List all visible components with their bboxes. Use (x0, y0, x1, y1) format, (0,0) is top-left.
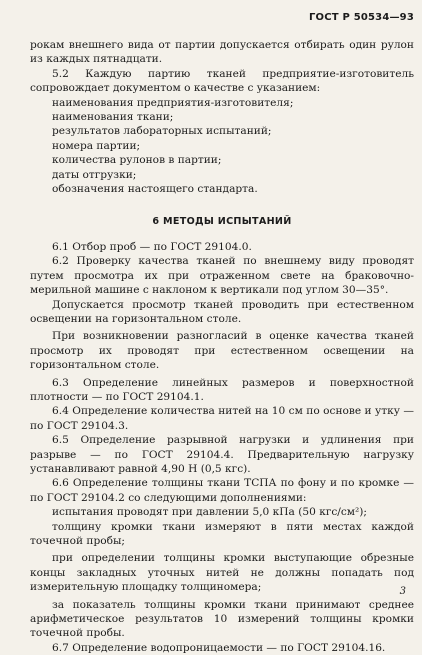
paragraph-6-6-ends: при определении толщины кромки выступающие обрезные концы закладных уточных нитей не должны попадать под измерительную площадку толщиномера; (30, 552, 414, 594)
paragraph-6-1: 6.1 Отбор проб — по ГОСТ 29104.0. (52, 240, 252, 253)
quality-document-list (30, 96, 414, 197)
list-item: номера партии; (52, 139, 141, 152)
list-item: наименования ткани; (52, 111, 174, 124)
paragraph-6-5: 6.5 Определение разрывной нагрузки и удлинения при разрыве — по ГОСТ 29104.4. Предварительную нагрузку устанавливают равной 4,90 Н (0,5 кгс). (30, 434, 414, 475)
list-item: обозначения настоящего стандарта. (52, 183, 258, 196)
document-header: ГОСТ Р 50534—93 (308, 12, 414, 23)
list-item: количества рулонов в партии; (52, 154, 222, 167)
paragraph-6-6-pressure: испытания проводят при давлении 5,0 кПа (50 кгс/см²); (52, 506, 367, 519)
continued-paragraph: рокам внешнего вида от партии допускается отбирать один рулон из каждых пятнадцати. (30, 39, 414, 66)
paragraph-6-2-dispute: При возникновении разногласий в оценке качества тканей просмотр их проводят при естественном освещении на горизонтальном столе. (30, 330, 414, 372)
paragraph-6-3: 6.3 Определение линейных размеров и поверхностной плотности — по ГОСТ 29104.1. (30, 376, 414, 403)
page-number: 3 (399, 586, 406, 597)
paragraph-6-2-note: Допускается просмотр тканей проводить при естественном освещении на горизонтальном столе. (30, 298, 414, 325)
paragraph-6-4: 6.4 Определение количества нитей на 10 см по основе и утку — по ГОСТ 29104.3. (30, 405, 414, 432)
list-item: наименования предприятия-изготовителя; (52, 96, 294, 109)
paragraph-6-6: 6.6 Определение толщины ткани ТСПА по фону и по кромке — по ГОСТ 29104.2 со следующими дополнениями: (30, 477, 414, 504)
list-item: даты отгрузки; (52, 168, 137, 181)
paragraph-6-7: 6.7 Определение водопроницаемости — по ГОСТ 29104.16. (52, 641, 386, 654)
paragraph-5-2: 5.2 Каждую партию тканей предприятие-изготовитель сопровождает документом о качестве с указанием: (30, 67, 414, 95)
paragraph-6-6-result: за показатель толщины кромки ткани принимают среднее арифметическое результатов 10 измерений толщины кромки точечной пробы. (30, 598, 414, 640)
list-item: результатов лабораторных испытаний; (52, 125, 272, 138)
paragraph-6-6-edge: толщину кромки ткани измеряют в пяти местах каждой точечной пробы; (30, 520, 414, 547)
document-body (30, 38, 414, 655)
paragraph-6-2: 6.2 Проверку качества тканей по внешнему виду проводят путем просмотра их при отраженном свете на браковочно-мерильной машине с наклоном к вертикали под углом 30—35°. (30, 255, 414, 297)
section-heading: 6 МЕТОДЫ ИСПЫТАНИЙ (152, 216, 292, 228)
